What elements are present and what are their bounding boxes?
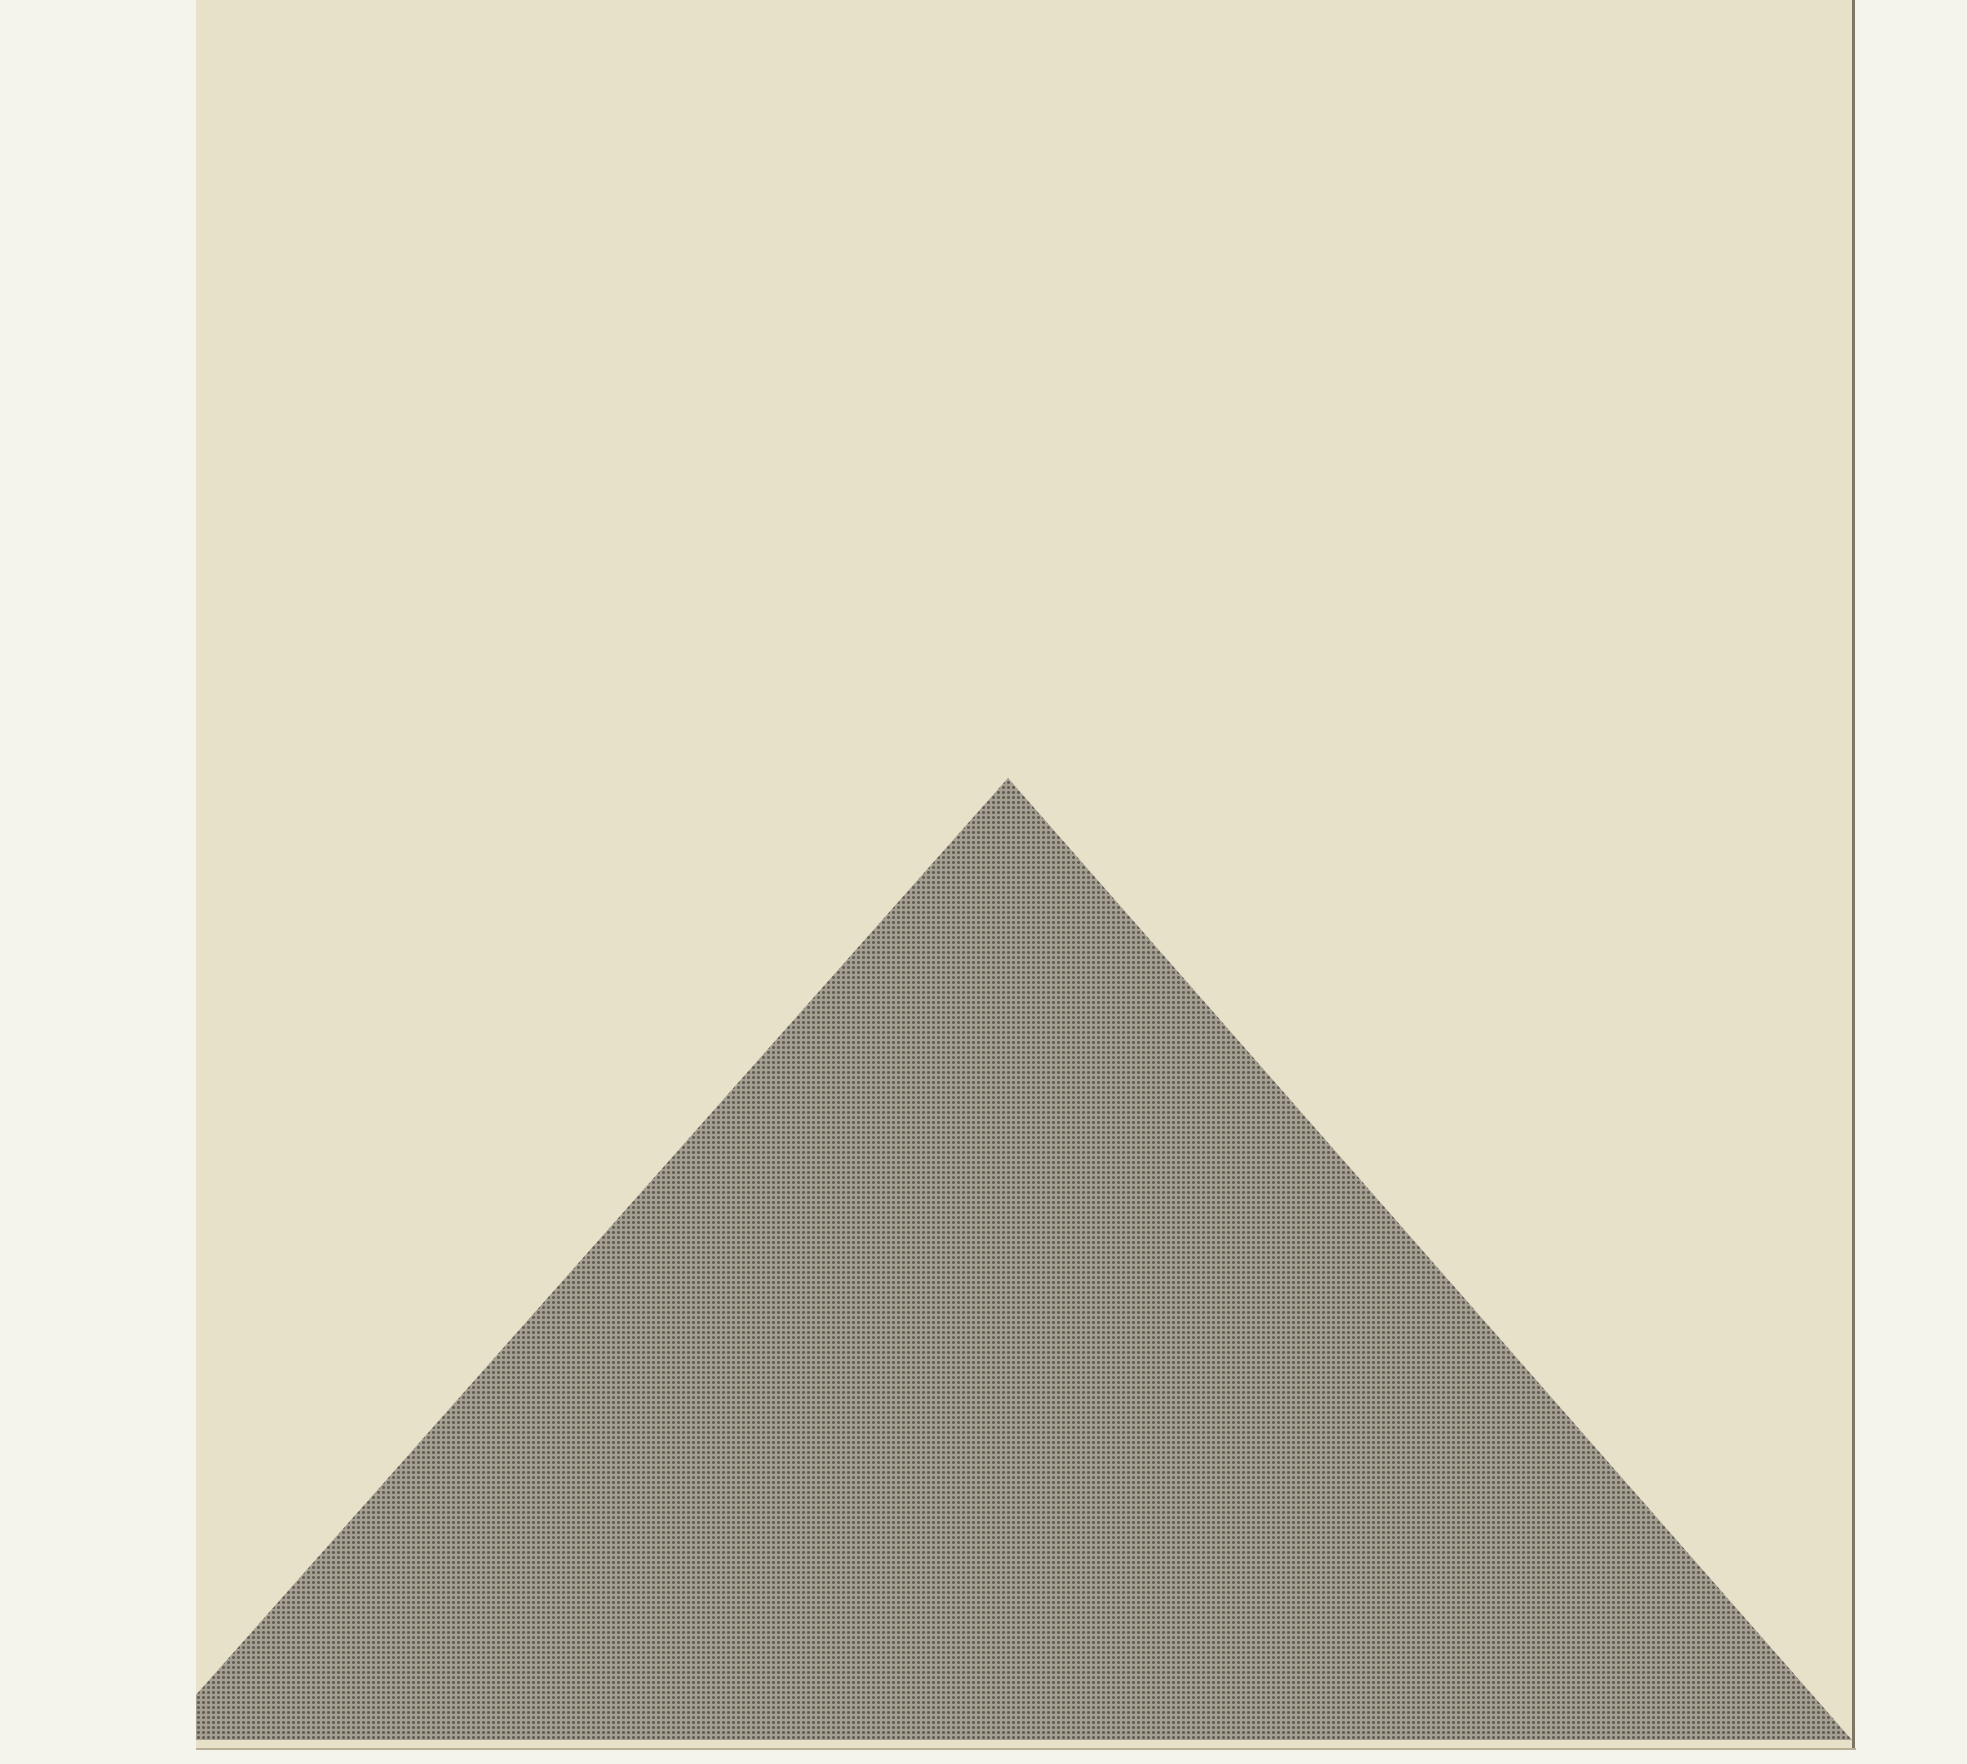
pyramid-halftone-graphic <box>196 0 1852 1748</box>
clipping-bottom-edge <box>196 1748 1856 1750</box>
clipping-edge <box>1852 0 1855 1748</box>
newspaper-clipping <box>196 0 1852 1748</box>
